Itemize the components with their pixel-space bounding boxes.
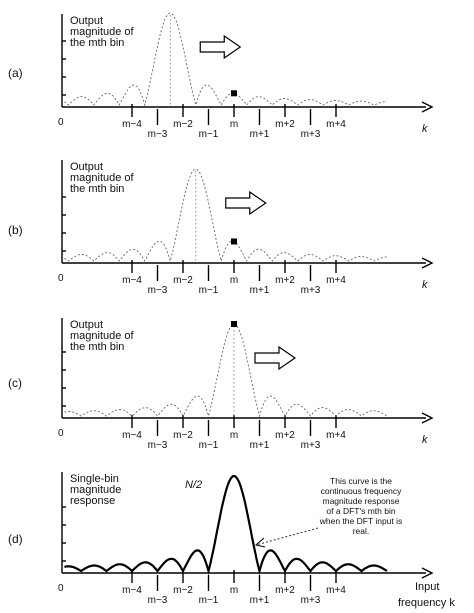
panel-label: (c) [8, 376, 22, 390]
x-tick-label: m+2 [275, 430, 295, 441]
annotation-line: real. [352, 526, 370, 536]
bin-m-sample-marker [231, 238, 237, 244]
annotation-line: continuous frequency [320, 486, 402, 496]
origin-label: 0 [58, 583, 64, 594]
x-tick-label: m+3 [300, 285, 321, 296]
shift-arrow-icon [226, 192, 266, 214]
annotation-line: magnitude response [322, 496, 400, 506]
x-tick-label: m [229, 119, 239, 130]
panel-title-line: magnitude of [70, 26, 134, 38]
x-tick-label: m+2 [275, 119, 295, 130]
x-tick-label: m−1 [198, 595, 219, 606]
x-tick-label: m+3 [300, 440, 321, 451]
x-tick-label: m+3 [300, 595, 321, 606]
panel-3 [8, 318, 432, 451]
x-tick-label: m−3 [147, 129, 168, 140]
bin-m-sample-marker [231, 321, 237, 327]
x-tick-label: m+4 [326, 119, 346, 130]
x-tick-label: m+3 [300, 129, 321, 140]
panel-1 [8, 13, 432, 140]
panel-title-line: the mth bin [70, 183, 125, 195]
panel-title-line: the mth bin [70, 341, 125, 353]
x-tick-label: m−1 [198, 440, 219, 451]
x-tick-label: m+4 [326, 585, 346, 596]
x-axis-label: Input [415, 581, 440, 593]
x-tick-label: m+4 [326, 430, 346, 441]
x-tick-label: m−2 [173, 585, 193, 596]
x-tick-label: m+4 [326, 275, 346, 286]
panel-2 [8, 160, 432, 296]
x-tick-label: m−1 [198, 129, 219, 140]
panel-title-line: Single-bin [70, 473, 119, 485]
panel-4 [8, 472, 455, 609]
x-tick-label: m+1 [249, 595, 270, 606]
x-tick-label: m−1 [198, 285, 219, 296]
panel-label: (a) [8, 66, 23, 80]
x-tick-label: m+1 [249, 440, 270, 451]
x-tick-label: m−3 [147, 285, 168, 296]
panel-title-line: Output [70, 15, 104, 27]
x-tick-label: m−4 [122, 430, 142, 441]
x-axis-label: k [422, 434, 428, 446]
panel-title-line: Output [70, 161, 104, 173]
x-tick-label: m [229, 585, 239, 596]
x-tick-label: m+1 [249, 285, 270, 296]
annotation-leader [256, 528, 318, 545]
x-tick-label: m+2 [275, 275, 295, 286]
x-tick-label: m [229, 275, 239, 286]
x-tick-label: m+1 [249, 129, 270, 140]
annotation-line: when the DFT input is [319, 516, 403, 526]
shift-arrow-icon [200, 36, 240, 58]
panel-title-line: magnitude [70, 484, 122, 496]
x-axis-label: k [422, 279, 428, 291]
x-axis-label: k [422, 123, 428, 135]
x-tick-label: m−4 [122, 275, 142, 286]
panel-label: (d) [8, 532, 23, 546]
x-tick-label: m+2 [275, 585, 295, 596]
panel-label: (b) [8, 223, 23, 237]
shift-arrow-icon [255, 347, 295, 369]
origin-label: 0 [58, 117, 64, 128]
bin-m-sample-marker [231, 90, 237, 96]
x-tick-label: m−2 [173, 119, 193, 130]
x-tick-label: m−4 [122, 119, 142, 130]
panel-title-line: magnitude of [70, 330, 134, 342]
x-tick-label: m−4 [122, 585, 142, 596]
origin-label: 0 [58, 273, 64, 284]
panel-title-line: response [70, 495, 116, 507]
x-tick-label: m [229, 430, 239, 441]
x-tick-label: m−2 [173, 430, 193, 441]
x-axis-label: frequency k [398, 597, 455, 609]
annotation-line: This curve is the [330, 476, 392, 486]
x-tick-label: m−3 [147, 595, 168, 606]
annotation-line: of a DFT's mth bin [326, 506, 396, 516]
panel-title-line: magnitude of [70, 172, 134, 184]
panel-title-line: Output [70, 319, 104, 331]
panel-title-line: the mth bin [70, 37, 125, 49]
origin-label: 0 [58, 428, 64, 439]
x-tick-label: m−2 [173, 275, 193, 286]
peak-label: N/2 [185, 479, 203, 491]
x-tick-label: m−3 [147, 440, 168, 451]
